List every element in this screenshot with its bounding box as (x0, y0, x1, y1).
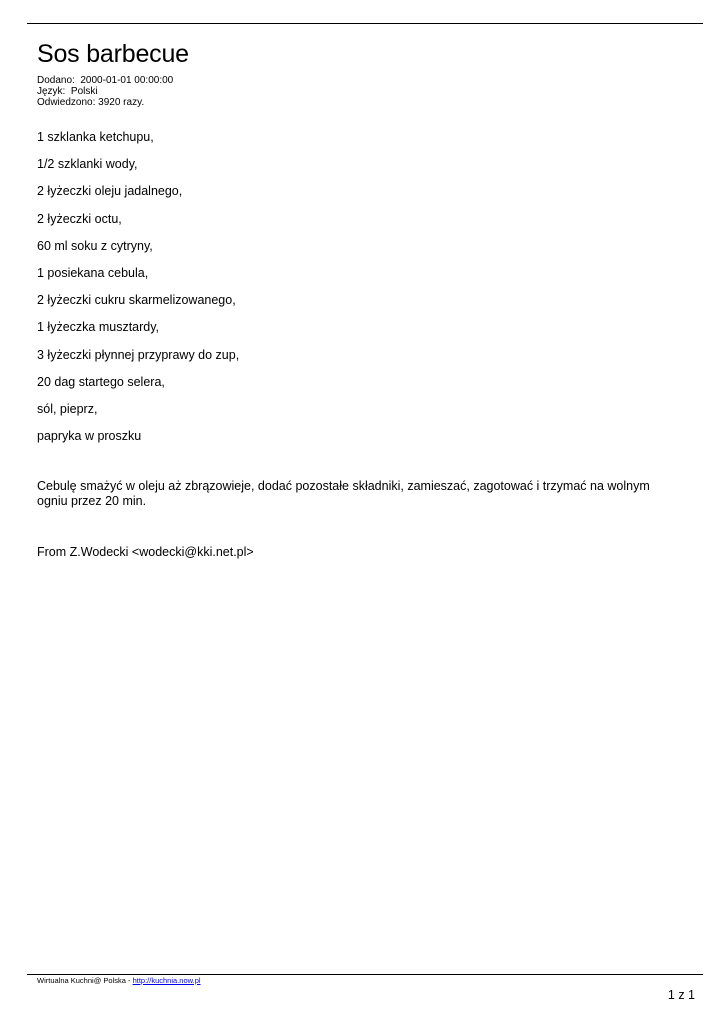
ingredient-item: 1 posiekana cebula, (37, 265, 149, 280)
added-value: 2000-01-01 00:00:00 (80, 75, 174, 86)
ingredient-item: 60 ml soku z cytryny, (37, 238, 153, 253)
ingredient-item: 3 łyżeczki płynnej przyprawy do zup, (37, 347, 240, 362)
ingredient-item: 1 łyżeczka musztardy, (37, 320, 160, 335)
top-rule (27, 23, 703, 24)
added-label: Dodano: (37, 75, 75, 86)
ingredient-item: 1 szklanka ketchupu, (37, 130, 154, 144)
page-number: 1 z 1 (667, 988, 695, 1002)
footer-site-link[interactable]: http://kuchnia.now.pl (132, 976, 201, 985)
ingredient-item: 2 łyżeczki cukru skarmelizowanego, (37, 293, 236, 308)
language-value: Polski (70, 86, 98, 97)
ingredient-item: papryka w proszku (37, 429, 142, 444)
recipe-meta (37, 75, 173, 108)
language-label: Język: (37, 86, 66, 97)
visited-line: Odwiedzono: 3920 razy. (37, 97, 145, 108)
footer-rule (27, 974, 703, 975)
footer-site-text: Wirtualna Kuchni@ Polska - (37, 976, 133, 985)
language-line (37, 86, 173, 97)
ingredient-item: 1/2 szklanki wody, (37, 157, 138, 172)
added-line (37, 75, 173, 86)
page-title: Sos barbecue (37, 40, 189, 68)
instructions-text: Cebulę smażyć w oleju aż zbrązowieje, dodać pozostałe składniki, zamieszać, zagotować i trzymać na wolnym ogniu przez 20 min. (37, 479, 650, 508)
author-credit: From Z.Wodecki <wodecki@kki.net.pl> (37, 545, 254, 559)
ingredient-item: sól, pieprz, (37, 401, 98, 416)
ingredient-list (37, 128, 239, 454)
ingredient-item: 2 łyżeczki oleju jadalnego, (37, 184, 183, 199)
ingredient-item: 20 dag startego selera, (37, 374, 165, 389)
ingredient-item: 2 łyżeczki octu, (37, 211, 122, 226)
footer (37, 976, 201, 985)
